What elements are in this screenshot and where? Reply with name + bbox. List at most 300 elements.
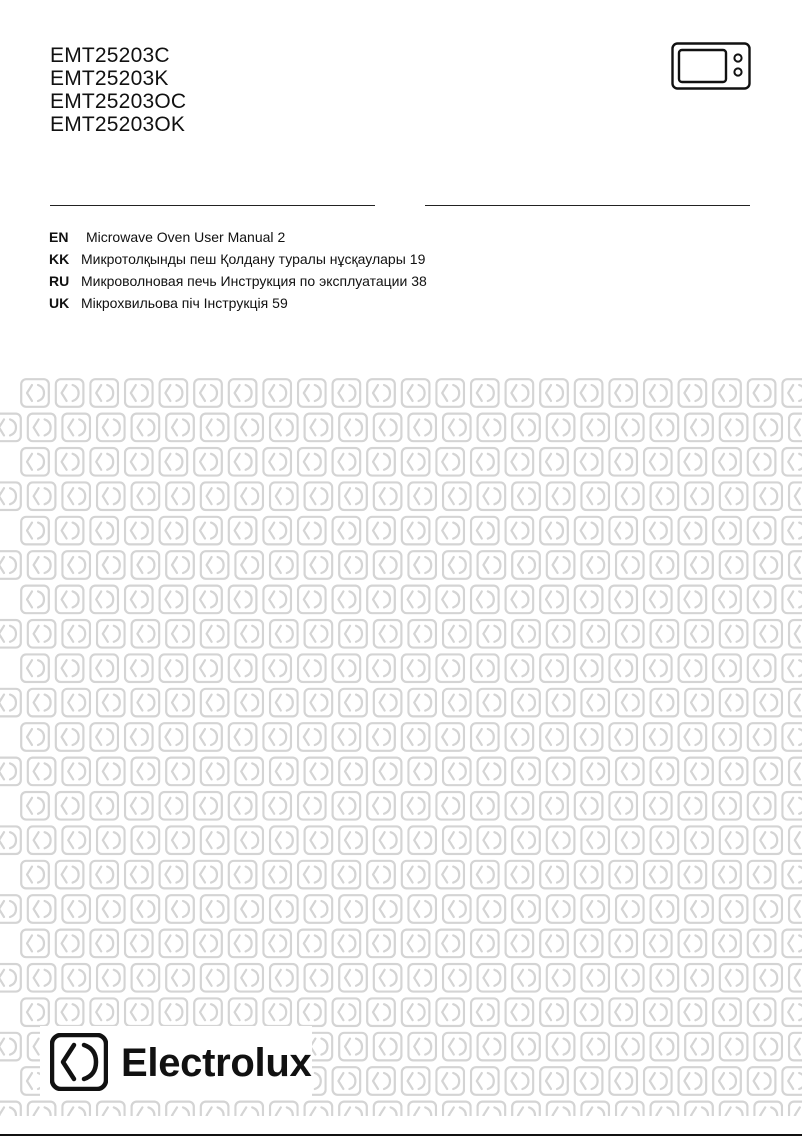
pattern-logo-tile xyxy=(512,551,540,579)
pattern-logo-tile xyxy=(402,1067,430,1095)
pattern-logo-tile xyxy=(160,448,188,476)
pattern-logo-tile xyxy=(789,758,802,786)
divider-right xyxy=(425,205,750,206)
pattern-logo-tile xyxy=(547,551,575,579)
pattern-logo-tile xyxy=(754,689,782,717)
pattern-logo-tile xyxy=(235,414,263,442)
pattern-logo-tile xyxy=(685,551,713,579)
pattern-logo-tile xyxy=(748,792,776,820)
pattern-logo-tile xyxy=(443,964,471,992)
pattern-logo-tile xyxy=(132,826,160,854)
pattern-logo-tile xyxy=(713,654,741,682)
pattern-logo-tile xyxy=(125,998,153,1026)
language-entry-kk xyxy=(49,248,427,270)
pattern-logo-tile xyxy=(506,930,534,958)
pattern-logo-tile xyxy=(374,895,402,923)
pattern-logo-tile xyxy=(512,414,540,442)
pattern-logo-tile xyxy=(28,1102,56,1116)
pattern-logo-tile xyxy=(754,826,782,854)
pattern-logo-tile xyxy=(720,482,748,510)
pattern-logo-tile xyxy=(478,826,506,854)
pattern-logo-tile xyxy=(270,551,298,579)
pattern-logo-tile xyxy=(132,551,160,579)
pattern-logo-tile xyxy=(367,998,395,1026)
pattern-logo-tile xyxy=(651,826,679,854)
pattern-logo-tile xyxy=(402,861,430,889)
pattern-logo-tile xyxy=(132,964,160,992)
pattern-logo-tile xyxy=(616,758,644,786)
pattern-logo-tile xyxy=(616,551,644,579)
pattern-logo-tile xyxy=(575,654,603,682)
pattern-logo-tile xyxy=(506,1067,534,1095)
pattern-logo-tile xyxy=(720,758,748,786)
pattern-logo-tile xyxy=(644,792,672,820)
pattern-logo-tile xyxy=(754,482,782,510)
pattern-logo-tile xyxy=(679,448,707,476)
pattern-logo-tile xyxy=(644,517,672,545)
pattern-logo-tile xyxy=(616,414,644,442)
pattern-logo-tile xyxy=(720,689,748,717)
pattern-logo-tile xyxy=(651,1102,679,1116)
pattern-logo-tile xyxy=(575,586,603,614)
pattern-logo-tile xyxy=(56,448,84,476)
pattern-logo-tile xyxy=(436,517,464,545)
pattern-logo-tile xyxy=(0,414,21,442)
pattern-logo-tile xyxy=(754,1033,782,1061)
pattern-logo-tile xyxy=(194,792,222,820)
pattern-logo-tile xyxy=(298,586,326,614)
pattern-logo-tile xyxy=(125,517,153,545)
pattern-logo-tile xyxy=(547,620,575,648)
pattern-logo-tile xyxy=(56,723,84,751)
pattern-logo-tile xyxy=(367,1067,395,1095)
pattern-logo-tile xyxy=(789,1033,802,1061)
pattern-logo-tile xyxy=(21,792,49,820)
pattern-logo-tile xyxy=(547,689,575,717)
pattern-logo-tile xyxy=(402,930,430,958)
pattern-logo-tile xyxy=(270,895,298,923)
pattern-logo-tile xyxy=(333,930,361,958)
pattern-logo-tile xyxy=(408,620,436,648)
pattern-logo-tile xyxy=(298,517,326,545)
pattern-logo-tile xyxy=(132,620,160,648)
pattern-logo-tile xyxy=(367,654,395,682)
pattern-logo-tile xyxy=(333,586,361,614)
pattern-logo-tile xyxy=(229,379,257,407)
language-title: Microwave Oven User Manual xyxy=(86,229,274,245)
pattern-logo-tile xyxy=(97,826,125,854)
pattern-logo-tile xyxy=(478,964,506,992)
pattern-logo-tile xyxy=(713,1067,741,1095)
pattern-logo-tile xyxy=(263,379,291,407)
pattern-logo-tile xyxy=(754,758,782,786)
pattern-logo-tile xyxy=(263,723,291,751)
pattern-logo-tile xyxy=(270,758,298,786)
pattern-logo-tile xyxy=(685,964,713,992)
language-index xyxy=(49,226,427,314)
pattern-logo-tile xyxy=(62,826,90,854)
pattern-logo-tile xyxy=(679,654,707,682)
language-code: RU xyxy=(49,273,70,289)
language-title: Микроволновая печь Инструкция по эксплуатации xyxy=(81,273,408,289)
pattern-logo-tile xyxy=(166,482,194,510)
pattern-logo-tile xyxy=(748,586,776,614)
pattern-logo-tile xyxy=(21,448,49,476)
pattern-logo-tile xyxy=(713,792,741,820)
pattern-logo-tile xyxy=(512,964,540,992)
pattern-logo-tile xyxy=(540,1067,568,1095)
pattern-logo-tile xyxy=(685,826,713,854)
pattern-logo-tile xyxy=(547,826,575,854)
pattern-logo-tile xyxy=(471,930,499,958)
pattern-logo-tile xyxy=(609,861,637,889)
pattern-logo-tile xyxy=(201,826,229,854)
pattern-logo-tile xyxy=(540,792,568,820)
pattern-logo-tile xyxy=(782,517,802,545)
pattern-logo-tile xyxy=(512,1033,540,1061)
pattern-logo-tile xyxy=(748,723,776,751)
page-number: 38 xyxy=(411,273,427,289)
pattern-logo-tile xyxy=(506,998,534,1026)
pattern-logo-tile xyxy=(367,930,395,958)
pattern-logo-tile xyxy=(305,826,333,854)
pattern-logo-tile xyxy=(581,964,609,992)
pattern-logo-tile xyxy=(402,654,430,682)
pattern-logo-tile xyxy=(56,654,84,682)
pattern-logo-tile xyxy=(782,654,802,682)
pattern-logo-tile xyxy=(374,1102,402,1116)
pattern-logo-tile xyxy=(408,551,436,579)
pattern-logo-tile xyxy=(782,998,802,1026)
pattern-logo-tile xyxy=(90,998,118,1026)
pattern-logo-tile xyxy=(235,895,263,923)
pattern-logo-tile xyxy=(194,861,222,889)
pattern-logo-tile xyxy=(28,689,56,717)
pattern-logo-tile xyxy=(512,1102,540,1116)
pattern-logo-tile xyxy=(685,414,713,442)
pattern-logo-tile xyxy=(0,1102,21,1116)
pattern-logo-tile xyxy=(194,723,222,751)
pattern-logo-tile xyxy=(471,379,499,407)
pattern-logo-tile xyxy=(436,723,464,751)
pattern-logo-tile xyxy=(339,414,367,442)
pattern-logo-tile xyxy=(56,861,84,889)
pattern-logo-tile xyxy=(367,792,395,820)
pattern-logo-tile xyxy=(235,689,263,717)
pattern-logo-tile xyxy=(547,895,575,923)
pattern-logo-tile xyxy=(478,1102,506,1116)
pattern-logo-tile xyxy=(436,379,464,407)
pattern-logo-tile xyxy=(339,826,367,854)
pattern-logo-tile xyxy=(132,758,160,786)
pattern-logo-tile xyxy=(339,551,367,579)
pattern-logo-tile xyxy=(62,964,90,992)
pattern-logo-tile xyxy=(651,1033,679,1061)
pattern-logo-tile xyxy=(305,1102,333,1116)
pattern-logo-tile xyxy=(443,758,471,786)
pattern-logo-tile xyxy=(506,517,534,545)
pattern-logo-tile xyxy=(581,620,609,648)
pattern-logo-tile xyxy=(132,689,160,717)
pattern-logo-tile xyxy=(305,620,333,648)
pattern-logo-tile xyxy=(443,551,471,579)
electrolux-logo-pattern xyxy=(0,378,802,1116)
pattern-logo-tile xyxy=(471,448,499,476)
pattern-logo-tile xyxy=(512,758,540,786)
pattern-logo-tile xyxy=(194,586,222,614)
pattern-logo-tile xyxy=(436,448,464,476)
pattern-logo-tile xyxy=(374,414,402,442)
pattern-logo-tile xyxy=(62,895,90,923)
pattern-logo-tile xyxy=(506,448,534,476)
pattern-logo-tile xyxy=(367,586,395,614)
pattern-logo-tile xyxy=(125,792,153,820)
pattern-logo-tile xyxy=(471,1067,499,1095)
pattern-logo-tile xyxy=(298,998,326,1026)
pattern-logo-tile xyxy=(0,895,21,923)
pattern-logo-tile xyxy=(436,861,464,889)
pattern-logo-tile xyxy=(298,930,326,958)
pattern-logo-tile xyxy=(298,448,326,476)
pattern-logo-tile xyxy=(581,826,609,854)
pattern-logo-tile xyxy=(166,414,194,442)
pattern-logo-tile xyxy=(443,620,471,648)
electrolux-logo-icon xyxy=(50,1033,108,1091)
pattern-logo-tile xyxy=(471,792,499,820)
pattern-logo-tile xyxy=(21,861,49,889)
pattern-logo-tile xyxy=(443,826,471,854)
pattern-logo-tile xyxy=(609,1067,637,1095)
pattern-logo-tile xyxy=(263,654,291,682)
pattern-logo-tile xyxy=(402,517,430,545)
pattern-logo-tile xyxy=(305,758,333,786)
pattern-logo-tile xyxy=(679,586,707,614)
pattern-logo-tile xyxy=(97,1102,125,1116)
pattern-logo-tile xyxy=(789,414,802,442)
pattern-logo-tile xyxy=(125,723,153,751)
pattern-logo-tile xyxy=(402,379,430,407)
pattern-logo-tile xyxy=(540,379,568,407)
pattern-logo-tile xyxy=(609,379,637,407)
microwave-oven-icon xyxy=(671,42,751,90)
pattern-logo-tile xyxy=(720,1033,748,1061)
pattern-logo-tile xyxy=(540,654,568,682)
pattern-logo-tile xyxy=(28,620,56,648)
pattern-logo-tile xyxy=(62,1102,90,1116)
pattern-logo-tile xyxy=(685,895,713,923)
pattern-logo-tile xyxy=(436,1067,464,1095)
pattern-logo-tile xyxy=(720,414,748,442)
model-number: EMT25203OC xyxy=(50,90,187,113)
pattern-logo-tile xyxy=(229,861,257,889)
pattern-logo-tile xyxy=(575,379,603,407)
pattern-logo-tile xyxy=(685,758,713,786)
pattern-logo-tile xyxy=(333,1067,361,1095)
pattern-logo-tile xyxy=(194,930,222,958)
pattern-logo-tile xyxy=(97,895,125,923)
pattern-logo-tile xyxy=(201,551,229,579)
pattern-logo-tile xyxy=(478,482,506,510)
pattern-logo-tile xyxy=(194,998,222,1026)
brand-wordmark: Electrolux xyxy=(121,1041,312,1085)
pattern-logo-tile xyxy=(789,895,802,923)
pattern-logo-tile xyxy=(270,1102,298,1116)
pattern-logo-tile xyxy=(263,517,291,545)
pattern-logo-tile xyxy=(56,517,84,545)
pattern-logo-tile xyxy=(540,930,568,958)
pattern-logo-tile xyxy=(298,654,326,682)
pattern-logo-tile xyxy=(402,586,430,614)
pattern-logo-tile xyxy=(21,723,49,751)
pattern-logo-tile xyxy=(644,998,672,1026)
pattern-logo-tile xyxy=(90,586,118,614)
language-title: Мікрохвильова піч Інструкція xyxy=(81,295,269,311)
pattern-logo-tile xyxy=(90,517,118,545)
pattern-logo-tile xyxy=(575,1067,603,1095)
pattern-logo-tile xyxy=(651,758,679,786)
pattern-logo-tile xyxy=(644,654,672,682)
pattern-logo-tile xyxy=(229,517,257,545)
pattern-logo-tile xyxy=(651,620,679,648)
pattern-logo-tile xyxy=(679,1067,707,1095)
pattern-logo-tile xyxy=(575,792,603,820)
pattern-logo-tile xyxy=(713,517,741,545)
pattern-logo-tile xyxy=(201,689,229,717)
pattern-logo-tile xyxy=(160,517,188,545)
pattern-logo-tile xyxy=(125,586,153,614)
pattern-logo-tile xyxy=(235,964,263,992)
language-code: KK xyxy=(49,251,70,267)
pattern-logo-tile xyxy=(609,930,637,958)
pattern-logo-tile xyxy=(679,379,707,407)
pattern-logo-tile xyxy=(21,517,49,545)
page-number: 2 xyxy=(277,229,286,245)
pattern-logo-tile xyxy=(679,723,707,751)
pattern-logo-tile xyxy=(21,998,49,1026)
pattern-logo-tile xyxy=(263,930,291,958)
divider-left xyxy=(50,205,375,206)
pattern-logo-tile xyxy=(616,826,644,854)
pattern-logo-tile xyxy=(166,758,194,786)
pattern-logo-tile xyxy=(547,482,575,510)
pattern-logo-tile xyxy=(125,654,153,682)
pattern-logo-tile xyxy=(478,414,506,442)
pattern-logo-tile xyxy=(305,895,333,923)
pattern-logo-tile xyxy=(436,586,464,614)
pattern-logo-tile xyxy=(540,517,568,545)
pattern-logo-tile xyxy=(333,654,361,682)
pattern-logo-tile xyxy=(685,1102,713,1116)
pattern-logo-tile xyxy=(408,1033,436,1061)
pattern-logo-tile xyxy=(201,1102,229,1116)
pattern-logo-tile xyxy=(270,414,298,442)
pattern-logo-tile xyxy=(408,964,436,992)
pattern-logo-tile xyxy=(367,517,395,545)
pattern-logo-tile xyxy=(166,551,194,579)
pattern-logo-tile xyxy=(506,379,534,407)
pattern-logo-tile xyxy=(547,964,575,992)
pattern-logo-tile xyxy=(478,895,506,923)
pattern-logo-tile xyxy=(471,586,499,614)
model-number: EMT25203C xyxy=(50,44,170,67)
pattern-logo-tile xyxy=(125,379,153,407)
pattern-logo-tile xyxy=(333,861,361,889)
pattern-logo-tile xyxy=(90,930,118,958)
pattern-logo-tile xyxy=(575,723,603,751)
pattern-logo-tile xyxy=(28,895,56,923)
pattern-logo-tile xyxy=(97,414,125,442)
pattern-logo-tile xyxy=(713,998,741,1026)
pattern-logo-tile xyxy=(374,964,402,992)
pattern-logo-tile xyxy=(194,654,222,682)
pattern-logo-tile xyxy=(506,792,534,820)
pattern-logo-tile xyxy=(408,895,436,923)
pattern-logo-tile xyxy=(21,930,49,958)
pattern-logo-tile xyxy=(436,654,464,682)
pattern-logo-tile xyxy=(754,414,782,442)
pattern-logo-tile xyxy=(754,551,782,579)
pattern-logo-tile xyxy=(789,826,802,854)
pattern-logo-tile xyxy=(408,414,436,442)
pattern-logo-tile xyxy=(90,379,118,407)
pattern-logo-tile xyxy=(333,723,361,751)
pattern-logo-tile xyxy=(720,895,748,923)
pattern-logo-tile xyxy=(581,414,609,442)
pattern-logo-tile xyxy=(263,586,291,614)
pattern-logo-tile xyxy=(748,517,776,545)
pattern-logo-tile xyxy=(166,689,194,717)
pattern-logo-tile xyxy=(201,620,229,648)
pattern-logo-tile xyxy=(443,895,471,923)
page-number: 59 xyxy=(272,295,288,311)
pattern-logo-tile xyxy=(194,517,222,545)
pattern-logo-tile xyxy=(90,654,118,682)
pattern-logo-tile xyxy=(305,689,333,717)
pattern-logo-tile xyxy=(644,723,672,751)
model-number: EMT25203K xyxy=(50,67,169,90)
pattern-logo-tile xyxy=(402,723,430,751)
pattern-logo-tile xyxy=(97,482,125,510)
pattern-logo-tile xyxy=(748,998,776,1026)
pattern-logo-tile xyxy=(408,482,436,510)
page-number: 19 xyxy=(409,251,426,267)
pattern-logo-tile xyxy=(754,1102,782,1116)
pattern-logo-tile xyxy=(132,1102,160,1116)
pattern-logo-tile xyxy=(748,930,776,958)
pattern-logo-tile xyxy=(748,654,776,682)
pattern-logo-tile xyxy=(97,551,125,579)
pattern-logo-tile xyxy=(512,482,540,510)
pattern-logo-tile xyxy=(56,379,84,407)
pattern-logo-tile xyxy=(166,826,194,854)
pattern-logo-tile xyxy=(506,723,534,751)
pattern-logo-tile xyxy=(305,964,333,992)
pattern-logo-tile xyxy=(62,758,90,786)
pattern-logo-tile xyxy=(748,448,776,476)
pattern-logo-tile xyxy=(201,414,229,442)
pattern-logo-tile xyxy=(754,964,782,992)
pattern-logo-tile xyxy=(609,998,637,1026)
pattern-logo-tile xyxy=(651,551,679,579)
pattern-logo-tile xyxy=(436,930,464,958)
pattern-logo-tile xyxy=(685,620,713,648)
pattern-logo-tile xyxy=(339,895,367,923)
pattern-logo-tile xyxy=(201,964,229,992)
pattern-logo-tile xyxy=(62,689,90,717)
pattern-logo-tile xyxy=(201,482,229,510)
pattern-logo-tile xyxy=(160,586,188,614)
pattern-logo-tile xyxy=(575,930,603,958)
